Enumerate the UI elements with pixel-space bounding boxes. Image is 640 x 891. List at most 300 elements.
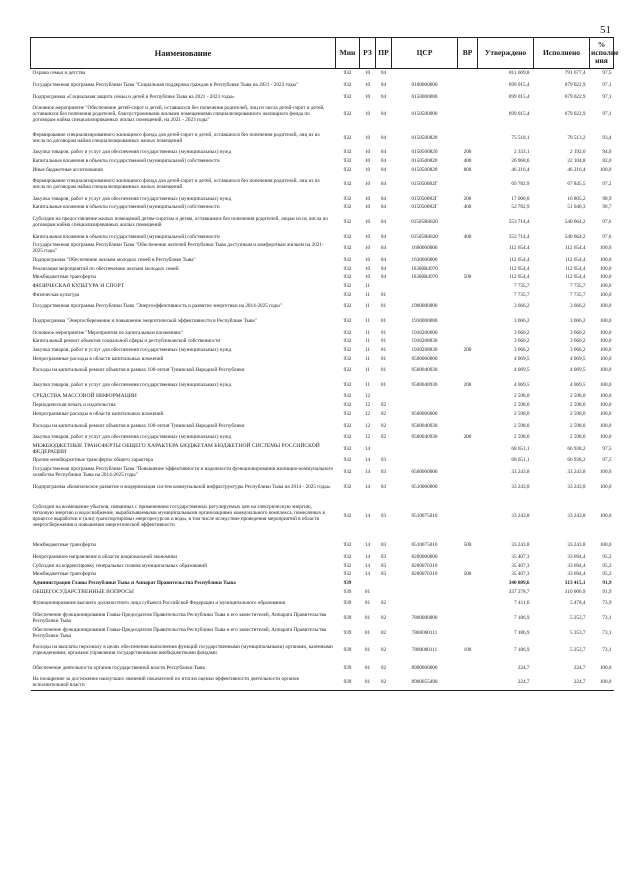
table-row: [31, 596, 614, 611]
row-percent: 82,0: [602, 157, 612, 164]
row-pr: 04: [380, 274, 387, 281]
row-percent: 97,5: [602, 457, 612, 464]
row-executed: 310 006,9: [564, 588, 586, 595]
row-min: 932: [343, 303, 352, 310]
row-min: 932: [343, 338, 352, 345]
table-row: [31, 625, 614, 640]
row-name: На поощрение за достижение наилучших значений показателей по итогам оценки эффективности деятельности органов исполнительной власти: [31, 675, 336, 690]
row-vr: [458, 127, 478, 148]
row-executed: 67 845,5: [567, 181, 586, 188]
row-name: Формирование специализированного жилищного фонда для детей-сирот и детей, оставшихся без попечения родителей, лиц из их числа по договорам найма специализированных жилых помещений: [32, 131, 321, 144]
row-percent: 97,2: [602, 181, 612, 188]
row-csr: 1930208830: [411, 346, 438, 353]
row-csr: [392, 441, 458, 456]
row-rz: 10: [364, 181, 371, 188]
row-min: 932: [343, 367, 352, 374]
row-executed: 679 022,9: [564, 93, 586, 100]
row-min: 932: [343, 542, 352, 549]
budget-table: [30, 37, 619, 691]
row-vr: [458, 596, 478, 611]
row-csr: 0500000000: [411, 469, 438, 476]
table-row: [31, 561, 614, 570]
row-pr: 03: [380, 562, 387, 569]
row-min: 932: [343, 245, 352, 252]
row-pr: 02: [380, 614, 387, 621]
row-name: Государственная программа Республики Тыва "Обеспечение жителей Республики Тыва доступным и комфортным жильем на 2021-2025 годы": [32, 242, 324, 255]
row-executed: 3 666,2: [569, 338, 586, 345]
row-min: 939: [336, 675, 360, 690]
row-vr: [458, 611, 478, 626]
row-percent: 100,0: [599, 483, 612, 490]
row-rz: 14: [364, 513, 371, 519]
table-row: [31, 392, 614, 401]
row-percent: 97,6: [602, 219, 612, 226]
row-approved: 553 714,4: [508, 233, 530, 240]
row-name: Охрана семьи и детства: [32, 70, 86, 77]
table-row: [31, 441, 614, 456]
row-min: 939: [343, 647, 352, 654]
row-name: Закупка товаров, работ и услуг для обеспечения государственных (муниципальных) нужд: [32, 434, 232, 441]
row-name: Закупка товаров, работ и услуг для обеспечения государственных (муниципальных) нужд: [32, 195, 232, 202]
row-min: 932: [343, 157, 352, 164]
row-name: Физическая культура: [32, 291, 80, 298]
row-name: Субсидии на корректировку генеральных планов муниципальных образований: [32, 562, 207, 569]
row-executed: 3 666,2: [569, 317, 586, 324]
row-csr: 0150500820: [411, 157, 438, 164]
row-percent: 100,0: [599, 265, 612, 272]
row-csr: 0510000000: [411, 483, 438, 490]
row-percent: 100,0: [599, 256, 612, 263]
row-csr: 1930000000: [411, 317, 438, 324]
table-row: [31, 587, 614, 596]
row-executed: 224,7: [534, 675, 590, 690]
row-vr: 400: [463, 204, 472, 211]
row-name: Функционирование высшего должностного лица субъекта Российской Федерации и муниципального образования: [32, 600, 286, 607]
row-name: Реализация мероприятий по обеспечению жильем молодых семей: [32, 265, 179, 272]
row-executed: 4 069,5: [569, 381, 586, 388]
row-rz: 12: [364, 422, 371, 429]
row-approved: 7 186,9: [513, 647, 530, 654]
row-vr: [458, 553, 478, 562]
row-percent: 100,0: [599, 291, 612, 298]
row-vr: [458, 264, 478, 273]
row-executed: 2 192,0: [569, 149, 586, 156]
row-csr: 9500040930: [411, 381, 438, 388]
row-rz: 11: [365, 346, 370, 353]
row-executed: 46 216,4: [567, 166, 586, 173]
row-csr: [392, 596, 458, 611]
row-csr: [392, 290, 458, 299]
row-min: 932: [343, 111, 352, 118]
row-vr: 400: [463, 233, 472, 240]
row-executed: 33 694,4: [567, 571, 586, 578]
row-executed: 112 654,4: [564, 274, 586, 281]
row-percent: 97,5: [602, 445, 612, 452]
row-csr: [392, 392, 458, 401]
row-pr: 01: [380, 367, 387, 374]
table-row: [31, 203, 614, 212]
row-approved: 2 598,0: [513, 422, 530, 429]
row-rz: 14: [364, 553, 371, 560]
row-min: 932: [343, 562, 352, 569]
header-pr: ПР: [376, 38, 392, 69]
table-row: [31, 579, 614, 588]
row-name: Межбюджетные трансферты: [32, 571, 97, 578]
row-csr: 8900055490: [392, 675, 458, 690]
table-row: [31, 314, 614, 329]
row-percent: 100,0: [590, 675, 614, 690]
table-row: [31, 611, 614, 626]
table-row: [31, 456, 614, 465]
row-rz: 10: [364, 204, 371, 211]
row-min: 932: [343, 219, 352, 226]
table-row: [31, 401, 614, 410]
row-approved: 7 186,9: [513, 629, 530, 636]
table-row: [31, 337, 614, 346]
row-csr: [392, 579, 458, 588]
row-percent: 100,0: [599, 245, 612, 252]
row-percent: 97,1: [602, 93, 612, 100]
row-min: 932: [343, 195, 352, 202]
row-rz: 14: [364, 562, 371, 569]
row-pr: 04: [380, 181, 387, 188]
row-min: 932: [343, 553, 352, 560]
row-min: 939: [343, 588, 352, 595]
row-min: 932: [343, 204, 352, 211]
row-percent: 95,2: [602, 571, 612, 578]
row-approved: 3 666,2: [513, 338, 530, 345]
row-min: 932: [343, 410, 352, 417]
row-rz: 10: [364, 81, 371, 88]
row-executed: 2 598,0: [569, 434, 586, 441]
row-executed: 7 735,7: [569, 291, 586, 298]
row-approved: 699 015,4: [508, 81, 530, 88]
row-min: 932: [343, 81, 352, 88]
row-rz: 10: [364, 245, 371, 252]
row-executed: 112 654,4: [564, 245, 586, 252]
row-pr: 04: [380, 149, 387, 156]
row-approved: 337 278,7: [508, 588, 530, 595]
row-percent: 100,0: [599, 282, 612, 289]
row-rz: 10: [364, 233, 371, 240]
row-vr: [458, 479, 478, 494]
row-vr: 200: [463, 346, 472, 353]
row-percent: 100,0: [599, 346, 612, 353]
row-vr: 400: [463, 157, 472, 164]
row-name: Закупка товаров, работ и услуг для обеспечения государственных (муниципальных) нужд: [32, 149, 232, 156]
row-rz: 01: [364, 664, 371, 671]
row-pr: 03: [380, 469, 387, 476]
table-row: [31, 465, 614, 480]
row-approved: 35 407,3: [511, 571, 530, 578]
row-min: 932: [343, 265, 352, 272]
row-executed: 33 243,8: [567, 542, 586, 549]
row-csr: 015050082Г: [411, 204, 438, 211]
row-percent: 98,9: [602, 195, 612, 202]
row-approved: 3 666,2: [513, 329, 530, 336]
row-approved: 7 735,7: [513, 282, 530, 289]
row-name: Межбюджетные трансферты: [32, 542, 97, 549]
row-min: 932: [343, 274, 352, 281]
row-name: Подпрограмма «Комплексное развитие и модернизация систем коммунальной инфраструктуры Республики Тыва на 2014 - 2025 годы»: [32, 483, 331, 490]
row-vr: [458, 625, 478, 640]
row-name: Субсидии на возмещение убытков, связанных с применением государственных регулируемых цен на электрическую энергию, тепловую энергию и водоснабжение, вырабатываемыми муниципальными организациями коммунального комплекса, помесячных в процессе выработки и (или) транспортировки энергоресурсов и воды, в том числе вследствие проведения мероприятий в области энергосбережения и повышения энергетической эффективности: [32, 504, 325, 528]
row-rz: 11: [365, 381, 370, 388]
row-approved: 46 216,4: [511, 166, 530, 173]
row-name: СРЕДСТВА МАССОВОЙ ИНФОРМАЦИИ: [32, 393, 137, 400]
row-pr: 04: [380, 245, 387, 252]
row-rz: 10: [364, 195, 371, 202]
row-approved: 2 333,1: [513, 149, 530, 156]
row-min: 932: [343, 346, 352, 353]
row-pr: 02: [380, 402, 387, 409]
header-percent: % исполне ния: [590, 38, 614, 69]
table-row: [31, 570, 614, 579]
row-executed: 51 040,3: [567, 204, 586, 211]
row-vr: [458, 363, 478, 378]
table-row: [31, 290, 614, 299]
header-executed: Исполнено: [534, 38, 590, 69]
row-executed: 224,7: [573, 664, 586, 671]
table-row: [31, 660, 614, 675]
row-percent: 100,0: [599, 422, 612, 429]
row-min: 932: [343, 381, 352, 388]
row-vr: 500: [463, 542, 472, 549]
row-rz: 11: [365, 282, 370, 289]
row-min: 932: [343, 282, 352, 289]
row-pr: 02: [380, 434, 387, 441]
row-percent: 91,9: [602, 580, 612, 587]
row-pr: 04: [380, 256, 387, 263]
row-rz: 10: [364, 93, 371, 100]
row-rz: 01: [364, 647, 371, 654]
row-executed: 33 243,8: [567, 513, 586, 519]
row-min: 932: [343, 402, 352, 409]
row-name: Непрограммные расходы в области капитальных вложений: [32, 355, 164, 362]
row-csr: 0150500000: [411, 111, 438, 118]
row-pr: 03: [380, 513, 387, 519]
row-percent: 100,0: [599, 355, 612, 362]
row-approved: 112 654,4: [508, 265, 530, 272]
table-row: [31, 410, 614, 419]
row-pr: 04: [380, 157, 387, 164]
row-approved: 69 782,9: [511, 181, 530, 188]
row-rz: 11: [365, 338, 370, 345]
row-approved: 35 407,3: [511, 553, 530, 560]
row-vr: [458, 392, 478, 401]
row-rz: 01: [364, 588, 371, 595]
header-min: Мин: [336, 38, 360, 69]
row-rz: 01: [364, 614, 371, 621]
row-pr: 04: [380, 265, 387, 272]
row-min: 932: [343, 422, 352, 429]
row-vr: [458, 256, 478, 265]
row-name: Непрограммные расходы в области капитальных вложений: [32, 410, 164, 417]
row-executed: 2 598,0: [569, 410, 586, 417]
row-executed: 16 805,2: [567, 195, 586, 202]
row-rz: 01: [364, 629, 371, 636]
row-pr: 01: [380, 291, 387, 298]
table-row: [31, 101, 614, 127]
row-percent: 73,9: [602, 600, 612, 607]
row-executed: 33 243,8: [567, 483, 586, 490]
header-rz: РЗ: [360, 38, 376, 69]
row-approved: 4 069,5: [513, 367, 530, 374]
row-percent: 97,1: [602, 111, 612, 118]
row-csr: 7800000000: [411, 614, 438, 621]
table-row: [31, 256, 614, 265]
table-row: [31, 174, 614, 195]
row-pr: 04: [380, 233, 387, 240]
table-row: [31, 299, 614, 314]
table-row: [31, 494, 614, 538]
row-csr: 8200070310: [411, 562, 438, 569]
row-rz: 11: [365, 355, 370, 362]
row-executed: 3 666,2: [569, 303, 586, 310]
row-approved: 33 243,8: [511, 542, 530, 549]
header-csr: ЦСР: [392, 38, 458, 69]
row-vr: 800: [463, 166, 472, 173]
row-percent: 100,0: [599, 338, 612, 345]
row-executed: 70 513,2: [567, 134, 586, 141]
row-rz: 10: [364, 149, 371, 156]
row-percent: 100,0: [599, 329, 612, 336]
row-approved: 224,7: [517, 664, 530, 671]
row-csr: 0150000000: [411, 93, 438, 100]
row-min: 932: [343, 483, 352, 490]
row-csr: [392, 69, 458, 78]
row-min: 932: [343, 434, 352, 441]
row-min: 932: [343, 469, 352, 476]
row-csr: [392, 401, 458, 410]
row-rz: [360, 579, 376, 588]
row-name: Расходы на капитальный ремонт объектов в рамках 100-летия Тувинской Народной Республики: [32, 422, 245, 429]
row-csr: 0150500820: [411, 166, 438, 173]
row-vr: [458, 401, 478, 410]
row-executed: 2 598,0: [569, 422, 586, 429]
table-row: [31, 264, 614, 273]
row-csr: 0510075010: [411, 513, 438, 519]
row-csr: 1900000000: [411, 303, 438, 310]
row-executed: 66 938,2: [567, 445, 586, 452]
row-pr: 01: [380, 329, 387, 336]
row-executed: 5 253,7: [569, 629, 586, 636]
row-min: 932: [343, 181, 352, 188]
row-min: 939: [343, 614, 352, 621]
row-percent: 100,0: [599, 317, 612, 324]
row-approved: 33 243,8: [511, 469, 530, 476]
row-approved: 7 411,6: [514, 600, 530, 607]
row-csr: 16300R4970: [411, 274, 438, 281]
row-csr: 0100000000: [411, 81, 438, 88]
row-approved: 2 598,0: [513, 410, 530, 417]
header-approved: Утверждено: [478, 38, 534, 69]
row-rz: 10: [364, 134, 371, 141]
row-min: 932: [343, 93, 352, 100]
row-name: Обеспечение деятельности органов государственной власти Республики Тыва: [32, 664, 205, 671]
table-row: [31, 328, 614, 337]
row-vr: [458, 290, 478, 299]
row-executed: 4 069,5: [569, 367, 586, 374]
row-rz: 14: [364, 445, 371, 452]
row-name: Формирование специализированного жилищного фонда для детей-сирот и детей, оставшихся без попечения родителей, лиц из их числа по договорам найма специализированных жилых помещений: [32, 178, 321, 191]
row-pr: [376, 282, 392, 291]
row-pr: 04: [380, 93, 387, 100]
row-csr: 9500040930: [411, 434, 438, 441]
row-name: Прочие межбюджетные трансферты общего характера: [32, 457, 153, 464]
row-pr: 02: [380, 647, 387, 654]
table-row: [31, 232, 614, 241]
row-vr: [458, 660, 478, 675]
row-vr: [458, 241, 478, 256]
row-vr: [458, 69, 478, 78]
row-approved: 26 968,6: [511, 157, 530, 164]
row-rz: 10: [364, 256, 371, 263]
row-rz: 12: [364, 434, 371, 441]
row-percent: 100,0: [599, 402, 612, 409]
row-pr: 01: [380, 317, 387, 324]
row-rz: 10: [364, 219, 371, 226]
row-approved: 553 714,4: [508, 219, 530, 226]
row-vr: [458, 354, 478, 363]
row-percent: 100,0: [599, 303, 612, 310]
row-pr: [376, 587, 392, 596]
table-row: [31, 640, 614, 661]
row-rz: 11: [365, 303, 370, 310]
row-approved: 7 735,7: [513, 291, 530, 298]
row-pr: 03: [380, 483, 387, 490]
row-vr: 200: [463, 434, 472, 441]
row-rz: 10: [364, 265, 371, 272]
row-executed: 112 654,4: [564, 256, 586, 263]
table-row: [31, 194, 614, 203]
row-percent: 73,1: [602, 614, 612, 621]
table-row: [31, 273, 614, 282]
table-row: [31, 538, 614, 553]
row-name: Подпрограмма "Обеспечение жильем молодых семей в Республике Тыва": [32, 256, 196, 263]
row-percent: 97,1: [602, 81, 612, 88]
row-vr: [458, 561, 478, 570]
table-row: [31, 346, 614, 355]
row-percent: 95,2: [602, 562, 612, 569]
row-percent: 97,6: [602, 233, 612, 240]
row-min: 932: [343, 233, 352, 240]
row-csr: 1930208830: [411, 338, 438, 345]
row-pr: 01: [380, 303, 387, 310]
row-csr: 0510075010: [411, 542, 438, 549]
row-percent: 96,7: [602, 204, 612, 211]
row-csr: [392, 456, 458, 465]
table-row: [31, 241, 614, 256]
row-name: Расходы на капитальный ремонт объектов в рамках 100-летия Тувинской Народной Республики: [32, 367, 245, 374]
row-executed: 33 694,4: [567, 553, 586, 560]
row-csr: 1930200000: [411, 329, 438, 336]
row-name: Основное мероприятие "Обеспечение детей-сирот и детей, оставшихся без попечения родителей, лиц из числа детей-сирот и детей, оставшихся без попечения родителей, благоустроенными жилыми помещениями специализированного жилищного фонда по договорам найма специализированных жилых помещений, на 2021 - 2023 годы": [32, 105, 325, 124]
table-row: [31, 479, 614, 494]
row-percent: 97,5: [602, 70, 612, 77]
row-name: Государственная программа Республики Тыва "Повышение эффективности и надежности функционирования жилищно-коммунального хозяйства Республики Тыва на 2014-2025 годы": [32, 466, 334, 479]
row-rz: 10: [364, 166, 371, 173]
row-rz: 01: [360, 675, 376, 690]
table-row: [31, 78, 614, 93]
row-percent: 100,0: [599, 274, 612, 281]
row-pr: 01: [380, 355, 387, 362]
row-executed: 540 664,2: [564, 219, 586, 226]
row-approved: 699 015,4: [508, 93, 530, 100]
row-csr: 7800000111: [411, 647, 438, 654]
row-approved: 3 666,2: [513, 317, 530, 324]
row-name: Государственная программа Республики Тыва "Социальная поддержка граждан в Республике Тыва на 2021 - 2023 годы": [32, 81, 299, 88]
